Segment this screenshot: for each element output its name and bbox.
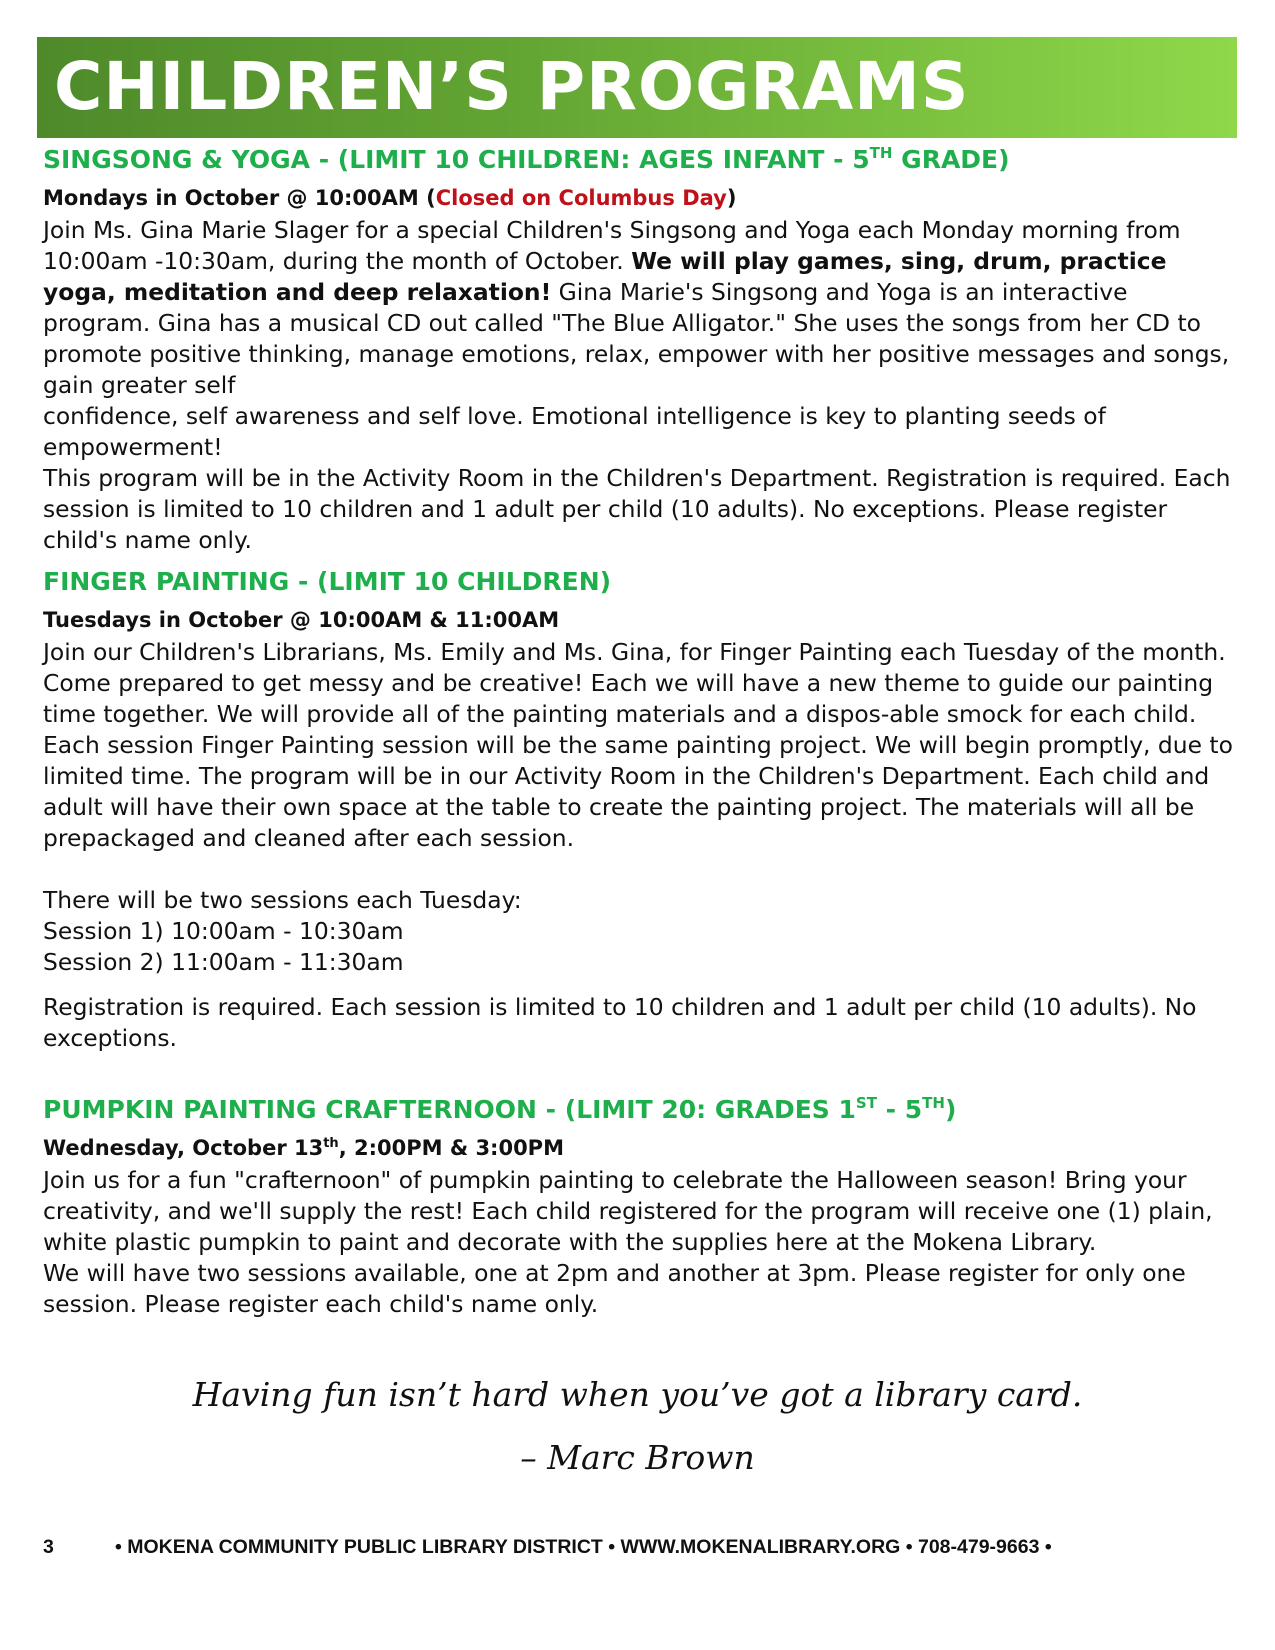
pumpkin-schedule-sup: th	[323, 1136, 339, 1151]
closed-notice: Closed on Columbus Day	[435, 186, 727, 210]
finger-painting-title: FINGER PAINTING - (LIMIT 10 CHILDREN)	[43, 567, 612, 596]
pumpkin-title-end: )	[944, 1095, 957, 1124]
singsong-paragraph-3: This program will be in the Activity Room in the Children's Department. Registration is required. Each session is limited to 10 children and 1 adult per child (10 adults). No exceptions. Please register child's name only.	[43, 464, 1231, 554]
singsong-schedule-end: )	[726, 186, 737, 210]
singsong-paragraph-1	[43, 215, 1238, 401]
singsong-p1-end: Gina Marie's Singsong and Yoga is an interactive program. Gina has a musical CD out called "The Blue Alligator." She uses the songs from her CD to promote positive thinking, manage emotions, relax, empower with her positive messages and songs, gain greater self	[43, 278, 1230, 399]
pumpkin-title-sup-1: ST	[855, 1094, 877, 1112]
singsong-section	[43, 143, 1238, 556]
finger-painting-section	[43, 565, 1238, 1054]
finger-paragraph-3: There will be two sessions each Tuesday:	[43, 886, 522, 914]
singsong-description	[43, 215, 1238, 556]
singsong-title-text: SINGSONG & YOGA - (LIMIT 10 CHILDREN: AGES INFANT - 5	[43, 145, 870, 174]
pumpkin-schedule	[43, 1133, 1238, 1163]
page-footer	[43, 1536, 1243, 1566]
footer-contact: • MOKENA COMMUNITY PUBLIC LIBRARY DISTRICT • WWW.MOKENALIBRARY.ORG • 708-479-9663 •	[115, 1536, 1052, 1558]
finger-painting-schedule: Tuesdays in October @ 10:00AM & 11:00AM	[43, 608, 560, 632]
pumpkin-schedule-text: Wednesday, October 13	[43, 1136, 324, 1160]
finger-paragraph-2: Each session Finger Painting session will be the same painting project. We will begin promptly, due to limited time. The program will be in our Activity Room in the Children's Department. Each child and adult will have their own space at the table to create the painting project. The materials will all be prepackaged and cleaned after each session.	[43, 731, 1233, 852]
quote-author: – Marc Brown	[520, 1438, 755, 1477]
page-number: 3	[43, 1536, 54, 1558]
singsong-title-sup: TH	[869, 144, 893, 162]
pumpkin-title-sup-2: TH	[922, 1094, 945, 1112]
singsong-title-end: GRADE)	[892, 145, 1010, 174]
pumpkin-title-mid: - 5	[876, 1095, 923, 1124]
singsong-schedule	[43, 183, 1238, 213]
finger-painting-description	[43, 637, 1238, 1054]
pumpkin-paragraph-2: We will have two sessions available, one at 2pm and another at 3pm. Please register for only one session. Please register each child's name only.	[43, 1259, 1186, 1318]
pumpkin-schedule-end: , 2:00PM & 3:00PM	[338, 1136, 564, 1160]
page-banner	[37, 37, 1237, 138]
singsong-p1-bold: We will play games, sing, drum, practice yoga, meditation and deep relaxation!	[43, 247, 1167, 306]
pumpkin-section	[43, 1093, 1238, 1320]
page-title: CHILDREN’S PROGRAMS	[54, 48, 970, 125]
pumpkin-title-text: PUMPKIN PAINTING CRAFTERNOON - (LIMIT 20: GRADES 1	[43, 1095, 856, 1124]
quote-text: Having fun isn’t hard when you’ve got a library card.	[192, 1375, 1083, 1414]
session-2: Session 2) 11:00am - 11:30am	[43, 948, 404, 976]
singsong-p1-start: Join Ms. Gina Marie Slager for a special Children's Singsong and Yoga each Monday morning from 10:00am -10:30am, during the month of October.	[43, 216, 1181, 275]
session-1: Session 1) 10:00am - 10:30am	[43, 917, 404, 945]
singsong-paragraph-2: confidence, self awareness and self love. Emotional intelligence is key to planting seeds of empowerment!	[43, 402, 1106, 461]
pumpkin-paragraph-1: Join us for a fun "crafternoon" of pumpkin painting to celebrate the Halloween season! Bring your creativity, and we'll supply the rest! Each child registered for the program will receive one (1) plain, white plastic pumpkin to paint and decorate with the supplies here at the Mokena Library.	[43, 1166, 1213, 1256]
singsong-title	[43, 143, 1238, 177]
pumpkin-title	[43, 1093, 1238, 1127]
finger-paragraph-1: Join our Children's Librarians, Ms. Emily and Ms. Gina, for Finger Painting each Tuesday of the month. Come prepared to get messy and be creative! Each we will have a new theme to guide our painting time together. We will provide all of the painting materials and a dispos-able smock for each child.	[43, 638, 1226, 728]
singsong-schedule-text: Mondays in October @ 10:00AM (	[43, 186, 436, 210]
pumpkin-description	[43, 1165, 1238, 1320]
finger-paragraph-4: Registration is required. Each session is limited to 10 children and 1 adult per child (10 adults). No exceptions.	[43, 993, 1197, 1052]
